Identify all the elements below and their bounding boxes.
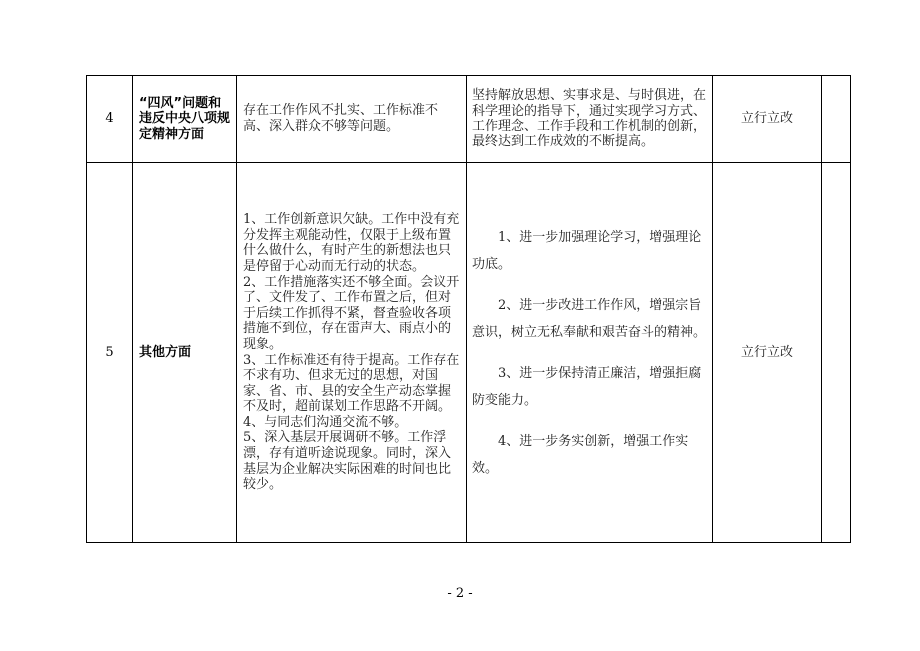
note-cell bbox=[822, 163, 851, 543]
problem-item: 5、深入基层开展调研不够。工作浮漂，存有道听途说现象。同时，深入基层为企业解决实际困难的时间也比较少。 bbox=[243, 430, 452, 493]
measure-item: 2、进一步改进工作作风，增强宗旨意识，树立无私奉献和艰苦奋斗的精神。 bbox=[472, 297, 707, 340]
measures-cell bbox=[467, 163, 713, 543]
measure-item: 3、进一步保持清正廉洁，增强拒腐防变能力。 bbox=[472, 365, 702, 408]
measures-cell: 坚持解放思想、实事求是、与时俱进，在科学理论的指导下，通过实现学习方式、工作理念、工作手段和工作机制的创新，最终达到工作成效的不断提高。 bbox=[467, 76, 713, 163]
note-cell bbox=[822, 76, 851, 163]
problem-item: 2、工作措施落实还不够全面。会议开了、文件发了、工作布置之后，但对于后续工作抓得不紧，督查验收各项措施不到位，存在雷声大、雨点小的现象。 bbox=[243, 274, 460, 352]
problem-item: 4、与同志们沟通交流不够。 bbox=[243, 414, 408, 430]
problem-cell bbox=[237, 163, 467, 543]
page-number: - 2 - bbox=[447, 586, 473, 601]
time-limit-cell: 立行立改 bbox=[713, 76, 822, 163]
category-cell: “四风”问题和违反中央八项规定精神方面 bbox=[133, 76, 237, 163]
measure-item: 1、进一步加强理论学习，增强理论功底。 bbox=[472, 229, 702, 272]
problem-item: 1、工作创新意识欠缺。工作中没有充分发挥主观能动性，仅限于上级布置什么做什么，有时产生的新想法也只是停留于心动而无行动的状态。 bbox=[243, 212, 460, 274]
measure-item: 4、进一步务实创新，增强工作实效。 bbox=[472, 433, 689, 476]
row-number: 4 bbox=[87, 76, 133, 163]
problem-cell: 存在工作作风不扎实、工作标准不高、深入群众不够等问题。 bbox=[237, 76, 467, 163]
table-row bbox=[87, 76, 851, 163]
problem-item: 3、工作标准还有待于提高。工作存在不求有功、但求无过的思想，对国家、省、市、县的安全生产动态掌握不及时，超前谋划工作思路不开阔。 bbox=[243, 352, 460, 415]
rectification-table bbox=[86, 75, 851, 543]
category-cell: 其他方面 bbox=[133, 163, 237, 543]
time-limit-cell: 立行立改 bbox=[713, 163, 822, 543]
row-number: 5 bbox=[87, 163, 133, 543]
table-row bbox=[87, 163, 851, 543]
